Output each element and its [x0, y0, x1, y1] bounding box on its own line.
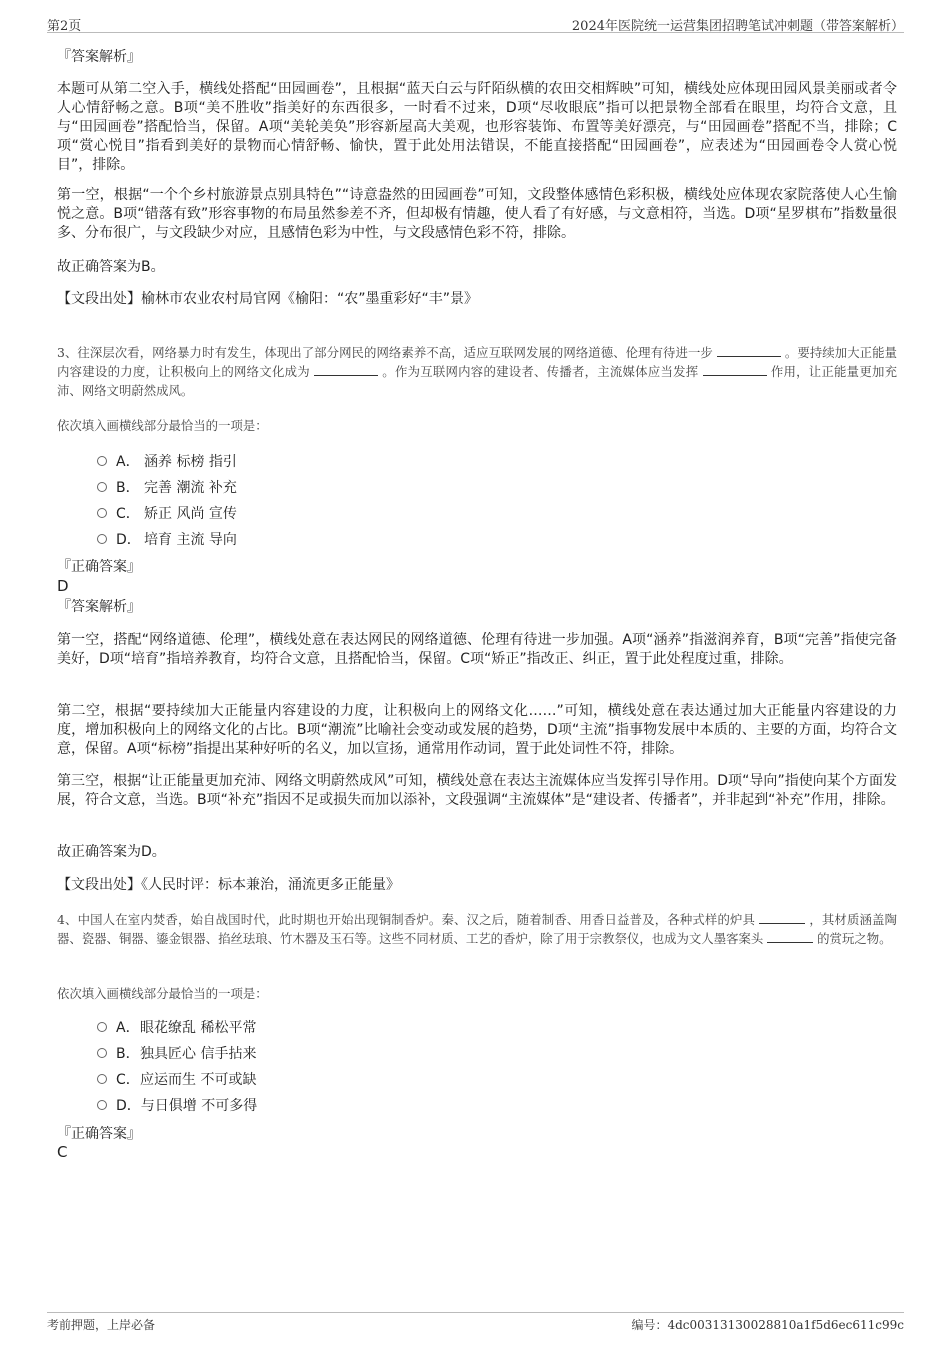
code-label: 编号： — [631, 1318, 668, 1332]
q3-blank-2 — [314, 363, 378, 376]
page-number: 第2页 — [47, 19, 82, 34]
q4-blank-1 — [759, 911, 805, 924]
q2-conclusion: 故正确答案为B。 — [57, 259, 165, 275]
radio-icon[interactable] — [97, 508, 107, 518]
q3-option-a[interactable]: A． 涵养 标榜 指引 — [97, 452, 237, 472]
q3-option-d[interactable]: D． 培育 主流 导向 — [97, 530, 237, 550]
q3-stem-part-a: 3、往深层次看，网络暴力时有发生，体现出了部分网民的网络素养不高，适应互联网发展的网络道德、伦理有待进一步 — [57, 345, 713, 360]
q4-option-a[interactable]: A．眼花缭乱 稀松平常 — [97, 1018, 256, 1038]
q4-stem-part-b: ，其材质涵盖陶器、瓷器、铜器、鎏金银器、掐丝珐琅、竹木器及玉石等。这些不同材质、工艺的香炉，除了用于宗教祭仪，也成为文人墨客案头 — [57, 912, 897, 946]
q4-option-d[interactable]: D．与日俱增 不可多得 — [97, 1096, 257, 1116]
q3-stem-part-c: 。作为互联网内容的建设者、传播者，主流媒体应当发挥 — [382, 364, 699, 379]
radio-icon[interactable] — [97, 1074, 107, 1084]
radio-icon[interactable] — [97, 1100, 107, 1110]
q2-source: 【文段出处】榆林市农业农村局官网《榆阳：“农”墨重彩好“丰”景》 — [57, 291, 479, 307]
q3-source: 【文段出处】《人民时评：标本兼治，涌流更多正能量》 — [57, 877, 400, 893]
page-footer — [47, 1312, 904, 1333]
q3-blank-3 — [703, 363, 767, 376]
q4-stem-part-a: 4、中国人在室内焚香，始自战国时代，此时期也开始出现铜制香炉。秦、汉之后，随着制香、用香日益普及，各种式样的炉具 — [57, 912, 756, 927]
q3-stem-part-d: 作用，让正能量更加充沛、网络文明蔚然成风。 — [57, 364, 898, 398]
q2-analysis-p2: 第一空，根据“一个个乡村旅游景点别具特色”“诗意盎然的田园画卷”可知，文段整体感情色彩积极，横线处应体现农家院落使人心生愉悦之意。B项“错落有致”形容事物的布局虽然参差不齐，但却极有情趣，使人看了有好感，与文意相符，当选。D项“星罗棋布”指数量很多、分布很广，与文段缺少对应，且感情色彩为中性，与文段感情色彩不符，排除。 — [57, 187, 897, 241]
q4-prompt: 依次填入画横线部分最恰当的一项是： — [57, 986, 268, 1001]
radio-icon[interactable] — [97, 1022, 107, 1032]
document-code — [631, 1316, 904, 1333]
q4-stem — [57, 910, 897, 948]
q4-stem-part-c: 的赏玩之物。 — [817, 931, 892, 946]
radio-icon[interactable] — [97, 482, 107, 492]
q3-analysis-p1: 第一空，搭配“网络道德、伦理”，横线处意在表达网民的网络道德、伦理有待进一步加强。A项“涵养”指滋润养育，B项“完善”指使完备美好，D项“培育”指培养教育，均符合文意，且搭配恰当，保留。C项“矫正”指改正、纠正，置于此处程度过重，排除。 — [57, 632, 897, 667]
q3-option-c[interactable]: C． 矫正 风尚 宣传 — [97, 504, 237, 524]
q3-analysis-p3: 第三空，根据“让正能量更加充沛、网络文明蔚然成风”可知，横线处意在表达主流媒体应当发挥引导作用。D项“导向”指使向某个方面发展，符合文意，当选。B项“补充”指因不足或损失而加以添补，文段强调“主流媒体”是“建设者、传播者”，并非起到“补充”作用，排除。 — [57, 773, 897, 808]
q4-blank-2 — [767, 930, 813, 943]
radio-icon[interactable] — [97, 1048, 107, 1058]
radio-icon[interactable] — [97, 456, 107, 466]
q3-analysis-label: 『答案解析』 — [57, 599, 141, 615]
q3-stem — [57, 343, 897, 400]
q2-analysis-p1: 本题可从第二空入手，横线处搭配“田园画卷”，且根据“蓝天白云与阡陌纵横的农田交相辉映”可知，横线处应体现田园风景美丽或者令人心情舒畅之意。B项“美不胜收”指美好的东西很多，一时看不过来，D项“尽收眼底”指可以把景物全部看在眼里，均符合文意，且与“田园画卷”搭配恰当，保留。A项“美轮美奂”形容新屋高大美观，也形容装饰、布置等美好漂亮，与“田园画卷”搭配不当，排除；C项“赏心悦目”指看到美好的景物而心情舒畅、愉快，置于此处用法错误，不能直接搭配“田园画卷”，应表述为“田园画卷令人赏心悦目”，排除。 — [57, 81, 897, 173]
q3-conclusion: 故正确答案为D。 — [57, 844, 166, 860]
document-title: 2024年医院统一运营集团招聘笔试冲刺题（带答案解析） — [571, 19, 904, 34]
q4-answer-label: 『正确答案』 — [57, 1126, 141, 1142]
footer-slogan: 考前押题，上岸必备 — [47, 1318, 156, 1332]
q3-prompt: 依次填入画横线部分最恰当的一项是： — [57, 418, 268, 433]
q3-analysis-p2: 第二空，根据“要持续加大正能量内容建设的力度，让积极向上的网络文化……”可知，横线处意在表达通过加大正能量内容建设的力度，增加积极向上的网络文化的占比。B项“潮流”比喻社会变动或发展的趋势，D项“主流”指事物发展中本质的、主要的方面，均符合文意，保留。A项“标榜”指提出某种好听的名义，加以宣扬，通常用作动词，置于此处词性不符，排除。 — [57, 703, 897, 757]
q4-option-c[interactable]: C．应运而生 不可或缺 — [97, 1070, 256, 1090]
code-value: 4dc00313130028810a1f5d6ec611c99c — [667, 1318, 904, 1332]
q3-answer-label: 『正确答案』 — [57, 559, 141, 575]
q2-analysis-label: 『答案解析』 — [57, 49, 141, 65]
q3-stem-part-b: 。要持续加大正能量内容建设的力度，让积极向上的网络文化成为 — [57, 345, 897, 379]
radio-icon[interactable] — [97, 534, 107, 544]
q4-option-b[interactable]: B．独具匠心 信手拈来 — [97, 1044, 256, 1064]
q4-answer: C — [57, 1143, 68, 1161]
q3-blank-1 — [717, 344, 781, 357]
q3-option-b[interactable]: B． 完善 潮流 补充 — [97, 478, 237, 498]
page-header — [47, 14, 904, 33]
q3-answer: D — [57, 577, 69, 595]
